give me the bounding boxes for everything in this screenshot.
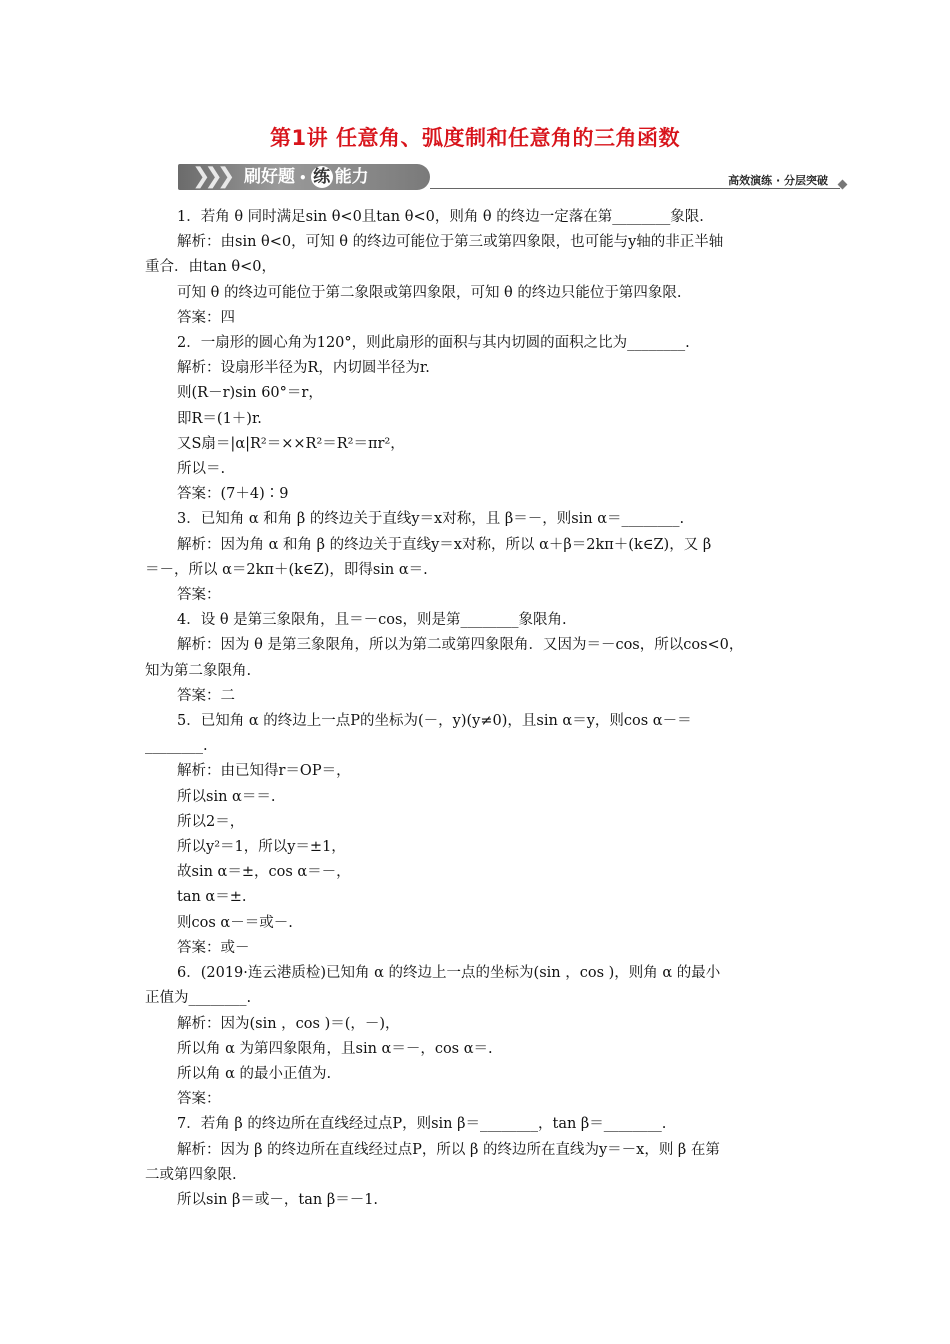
text-line: 所以＝. [177, 461, 226, 478]
text-line: 则(R－r)sin 60°＝r， [177, 385, 323, 402]
text-line: 5．已知角 α 的终边上一点P的坐标为(－，y)(y≠0)，且sin α＝y，则cos α－＝ [177, 713, 692, 730]
page-title: 第1讲 任意角、弧度制和任意角的三角函数 [270, 126, 680, 150]
text-line: 重合．由tan θ<0， [145, 259, 277, 276]
text-line: 解析：因为 θ 是第三象限角，所以为第二或第四象限角．又因为＝－cos，所以cos<0， [177, 637, 744, 654]
section-banner [178, 162, 850, 192]
text-line: 所以2＝， [177, 813, 245, 830]
text-line: 又S扇＝|α|R²＝××R²＝R²＝πr²， [177, 435, 405, 452]
banner-divider [430, 188, 840, 189]
answer-line: 答案：(7＋4)∶9 [177, 486, 289, 503]
text-line: 所以角 α 为第四象限角，且sin α＝－，cos α＝. [177, 1040, 493, 1057]
text-line: 正值为________. [145, 990, 252, 1007]
answer-line: 答案： [177, 1091, 221, 1108]
text-line: 所以sin β＝或－，tan β＝－1. [177, 1191, 379, 1208]
text-line: 2．一扇形的圆心角为120°，则此扇形的面积与其内切圆的面积之比为________. [177, 335, 690, 352]
banner-subtitle: 高效演练 · 分层突破 [728, 174, 828, 187]
text-line: tan α＝±. [177, 889, 247, 906]
answer-line: 答案：二 [177, 687, 235, 704]
text-line: 解析：因为(sin ，cos )＝(，－)， [177, 1015, 400, 1032]
text-line: 解析：由sin θ<0，可知 θ 的终边可能位于第三或第四象限，也可能与y轴的非正半轴 [177, 234, 724, 251]
banner-label-rest: 能力 [334, 167, 369, 187]
text-line: 1．若角 θ 同时满足sin θ<0且tan θ<0，则角 θ 的终边一定落在第________象限. [177, 209, 704, 225]
banner-label-circled: 练 [311, 166, 333, 188]
answer-line: 答案：或－ [177, 939, 250, 956]
text-line: 6．(2019·连云港质检)已知角 α 的终边上一点的坐标为(sin ，cos )，则角 α 的最小 [177, 965, 721, 982]
banner-label-main: 刷好题 [244, 167, 295, 187]
text-line: 解析：由已知得r＝OP＝， [177, 763, 351, 780]
banner-separator: • [299, 171, 307, 185]
text-line: 解析：设扇形半径为R，内切圆半径为r. [177, 360, 430, 377]
text-line: 知为第二象限角. [145, 662, 252, 679]
banner-label [244, 164, 369, 191]
text-line: 7．若角 β 的终边所在直线经过点P，则sin β＝________，tan β＝________. [177, 1116, 667, 1133]
double-chevron-icon: ❯❯❯ [192, 164, 230, 189]
text-line: 二或第四象限. [145, 1166, 237, 1183]
answer-line: 答案： [177, 587, 221, 604]
text-line: 则cos α－＝或－. [177, 914, 293, 931]
text-line: 解析：因为 β 的终边所在直线经过点P，所以 β 的终边所在直线为y＝－x，则 β 在第 [177, 1141, 720, 1158]
text-line: 3．已知角 α 和角 β 的终边关于直线y＝x对称，且 β＝－，则sin α＝________. [177, 511, 685, 528]
text-line: 可知 θ 的终边可能位于第二象限或第四象限，可知 θ 的终边只能位于第四象限. [177, 284, 682, 301]
text-line: 所以y²＝1，所以y＝±1， [177, 839, 346, 856]
text-line: 故sin α＝±，cos α＝－， [177, 864, 351, 881]
text-line: 即R＝(1＋)r. [177, 410, 262, 427]
answer-line: 答案：四 [177, 309, 235, 326]
text-line: ＝－，所以 α＝2kπ＋(k∈Z)，即得sin α＝. [145, 561, 428, 578]
text-line: 所以sin α＝＝. [177, 788, 276, 805]
text-line: 4．设 θ 是第三象限角，且＝－cos，则是第________象限角. [177, 612, 567, 629]
text-line: 解析：因为角 α 和角 β 的终边关于直线y＝x对称，所以 α＋β＝2kπ＋(k∈Z)，又 β [177, 536, 712, 553]
text-line: 所以角 α 的最小正值为. [177, 1065, 332, 1082]
text-line: ________. [145, 738, 208, 755]
document-body [145, 205, 807, 1213]
